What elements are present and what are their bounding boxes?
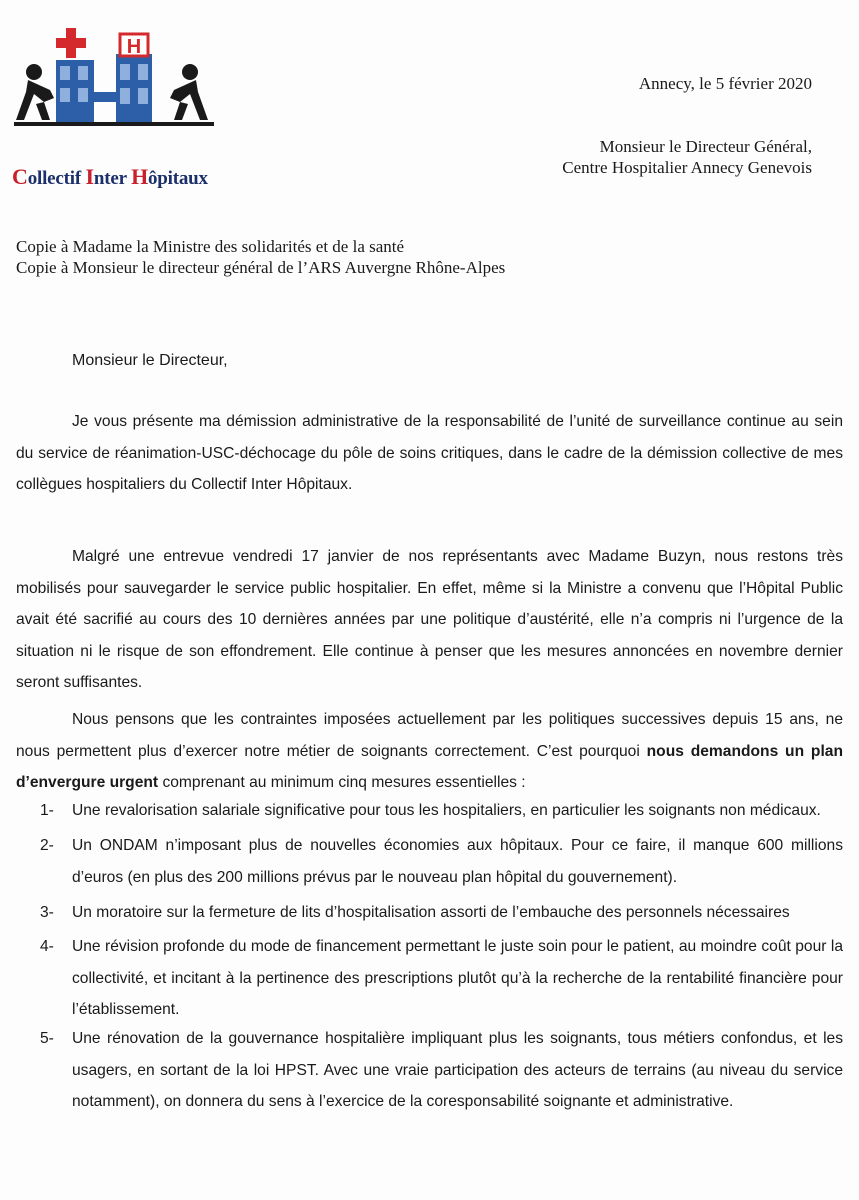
paragraph-1: Je vous présente ma démission administrative de la responsabilité de l’unité de surveillance continue au sein du service de réanimation-USC-déchocage du pôle de soins critiques, dans le cadre de la démission collective de mes collègues hospitaliers du Collectif Inter Hôpitaux.	[16, 413, 843, 493]
paragraph-2: Malgré une entrevue vendredi 17 janvier de nos représentants avec Madame Buzyn, nous restons très mobilisés pour sauvegarder le service public hospitalier. En effet, même si la Ministre a convenu que l’Hôpital Public avait été sacrifié au cours des 10 dernières années par une politique d’austérité, elle n’a compris ni l’urgence de la situation ni le risque de son effondrement. Elle continue à penser que les mesures annoncées en novembre dernier seront suffisantes.	[16, 548, 843, 691]
copy-line-1: Copie à Madame la Ministre des solidarités et de la santé	[16, 237, 405, 256]
list-item: 4- Une révision profonde du mode de financement permettant le juste soin pour le patient, au moindre coût pour la collectivité, et incitant à la pertinence des prescriptions plutôt qu’à la recherche de la rentabilité financière pour l’établissement.	[40, 938, 843, 1018]
recipient-block	[562, 136, 812, 178]
list-item: 1- Une revalorisation salariale significative pour tous les hospitaliers, en particulier les soignants non médicaux.	[40, 802, 821, 819]
list-item: 2- Un ONDAM n’imposant plus de nouvelles économies aux hôpitaux. Pour ce faire, il manque 600 millions d’euros (en plus des 200 millions prévus par le nouveau plan hôpital du gouvernement).	[40, 837, 843, 886]
hospitals-logo-icon	[4, 24, 234, 154]
paragraph-3: Nous pensons que les contraintes imposées actuellement par les politiques successives depuis 15 ans, ne nous permettent plus d’exercer notre métier de soignants correctement. C’est pourquoi nous demandons un plan d’envergure urgent comprenant au minimum cinq mesures essentielles :	[16, 711, 843, 791]
collectif-logo	[4, 24, 234, 189]
list-item: 5- Une rénovation de la gouvernance hospitalière impliquant plus les soignants, tous métiers confondus, et les usagers, en sortant de la loi HPST. Avec une vraie participation des acteurs de terrains (au niveau du service notamment), on donnera du sens à l’exercice de la coresponsabilité soignante et administrative.	[40, 1030, 843, 1110]
copies-block	[16, 236, 505, 278]
recipient-line-1: Monsieur le Directeur Général,	[599, 137, 812, 156]
copy-line-2: Copie à Monsieur le directeur général de l’ARS Auvergne Rhône-Alpes	[16, 258, 506, 277]
letter-date: Annecy, le 5 février 2020	[638, 74, 812, 93]
list-item: 3- Un moratoire sur la fermeture de lits d’hospitalisation assorti de l’embauche des personnels nécessaires	[40, 904, 790, 921]
demand-emphasis: nous demandons un plan d’envergure urgent	[16, 742, 843, 791]
recipient-line-2: Centre Hospitalier Annecy Genevois	[562, 158, 812, 177]
salutation: Monsieur le Directeur,	[72, 352, 228, 369]
svg-text:H: H	[126, 36, 142, 58]
logo-brand-text: Collectif Inter Hôpitaux	[12, 164, 208, 189]
